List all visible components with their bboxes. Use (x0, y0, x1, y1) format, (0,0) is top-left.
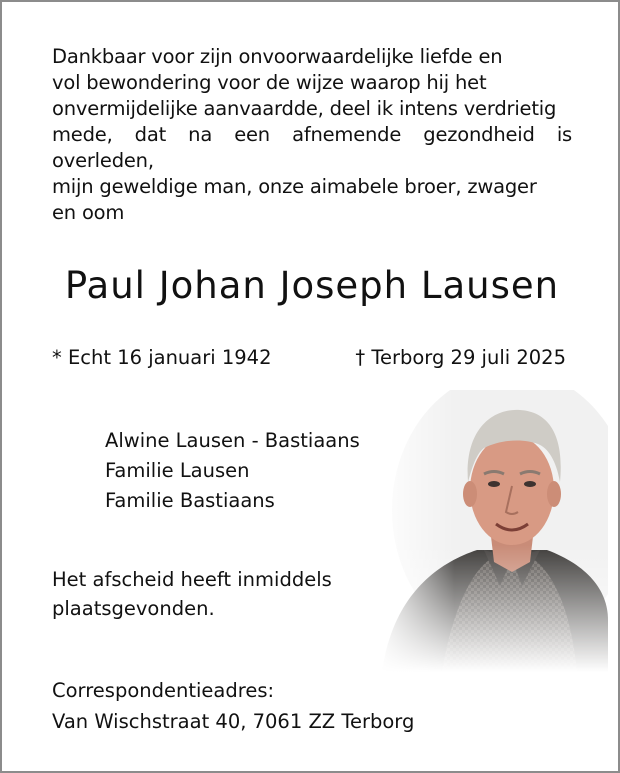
intro-line: vol bewondering voor de wijze waarop hij het (52, 71, 487, 94)
death-info: † Terborg 29 juli 2025 (355, 346, 566, 369)
intro-line: mijn geweldige man, onze aimabele broer, zwager (52, 175, 537, 198)
intro-line: onvermijdelijke aanvaardde, deel ik intens verdrietig (52, 97, 557, 120)
family-member: Familie Bastiaans (105, 489, 275, 512)
intro-line: Dankbaar voor zijn onvoorwaardelijke liefde en (52, 45, 503, 68)
address-value: Van Wischstraat 40, 7061 ZZ Terborg (52, 710, 415, 733)
address-label: Correspondentieadres: (52, 679, 275, 702)
farewell-line: plaatsgevonden. (52, 597, 215, 620)
farewell-line: Het afscheid heeft inmiddels (52, 568, 332, 591)
family-member: Alwine Lausen - Bastiaans (105, 429, 360, 452)
intro-line: mede, dat na een afnemende gezondheid is overleden, (52, 123, 572, 172)
family-list (105, 426, 360, 516)
intro-text (52, 44, 572, 226)
correspondence-address (52, 675, 414, 737)
portrait-photo (372, 390, 608, 672)
farewell-notice (52, 565, 332, 623)
family-member: Familie Lausen (105, 459, 250, 482)
intro-line: en oom (52, 201, 125, 224)
deceased-name: Paul Johan Joseph Lausen (64, 264, 560, 307)
birth-info: * Echt 16 januari 1942 (52, 346, 272, 369)
